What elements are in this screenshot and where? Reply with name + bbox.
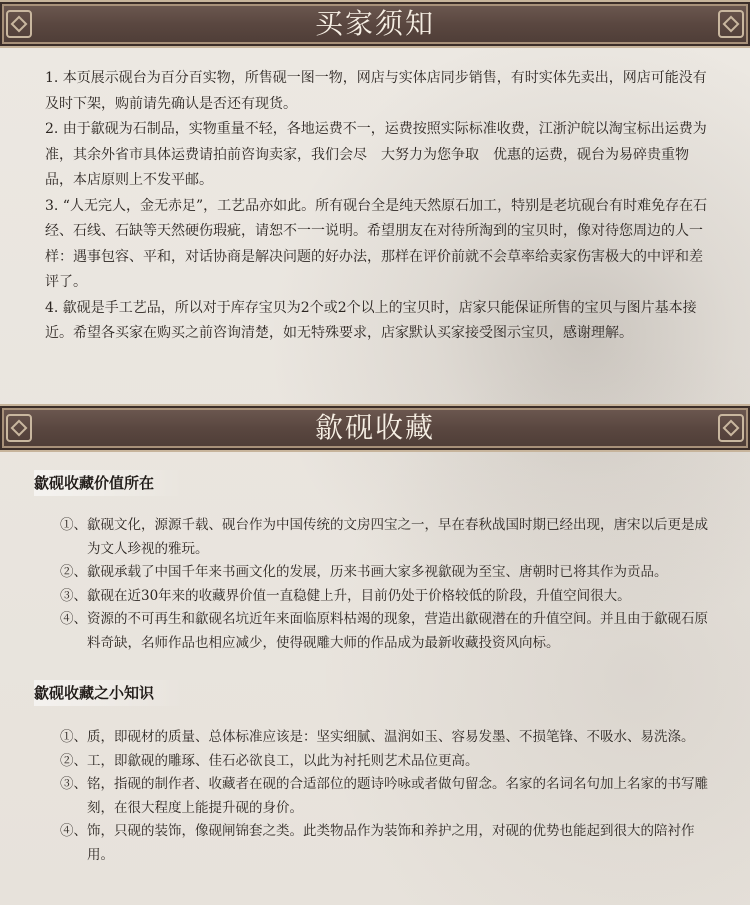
list-item: ②、歙砚承载了中国千年来书画文化的发展，历来书画大家多视歙砚为至宝、唐朝时已将其作为贡品。 — [60, 564, 668, 580]
list-item: ①、歙砚文化，源源千载、砚台作为中国传统的文房四宝之一，早在春秋战国时期已经出现，唐宋以后更是成为文人珍视的雅玩。 — [60, 517, 708, 557]
buyer-notice-banner — [0, 0, 750, 48]
collection-knowledge-heading: 歙砚收藏之小知识 — [34, 680, 184, 706]
collection-banner — [0, 404, 750, 452]
notice-paragraph-4: 4. 歙砚是手工艺品，所以对于库存宝贝为2个或2个以上的宝贝时，店家只能保证所售的宝贝与图片基本接近。希望各买家在购买之前咨询清楚，如无特殊要求，店家默认买家接受图示宝贝，感谢理解。 — [45, 299, 697, 341]
list-item: ①、质，即砚材的质量、总体标准应该是：坚实细腻、温润如玉、容易发墨、不损笔锋、不吸水、易洗涤。 — [60, 729, 695, 745]
list-item: ③、歙砚在近30年来的收藏界价值一直稳健上升，目前仍处于价格较低的阶段，升值空间很大。 — [60, 587, 631, 604]
collection-knowledge-list — [60, 726, 710, 867]
list-item: ③、铭，指砚的制作者、收藏者在砚的合适部位的题诗吟咏或者做句留念。名家的名词名句加上名家的书写雕刻，在很大程度上能提升砚的身价。 — [60, 776, 708, 816]
banner-ornament-icon — [718, 10, 744, 38]
list-item: ④、资源的不可再生和歙砚名坑近年来面临原料枯竭的现象，营造出歙砚潜在的升值空间。并且由于歙砚石原料奇缺，名师作品也相应减少，使得砚雕大师的作品成为最新收藏投资风向标。 — [60, 611, 708, 651]
notice-paragraph-2: 2. 由于歙砚为石制品，实物重量不轻，各地运费不一，运费按照实际标准收费，江浙沪皖以淘宝标出运费为准，其余外省市具体运费请拍前咨询卖家，我们会尽 大努力为您争取 优惠的运费，砚台为易碎贵重物品，本店原则上不发平邮。 — [45, 121, 707, 188]
notice-paragraph-1: 1. 本页展示砚台为百分百实物，所售砚一图一物，网店与实体店同步销售，有时实体先卖出，网店可能没有及时下架，购前请先确认是否还有现货。 — [45, 70, 707, 112]
collection-value-heading: 歙砚收藏价值所在 — [34, 470, 184, 496]
buyer-notice-text — [45, 66, 710, 347]
buyer-notice-title: 买家须知 — [314, 7, 435, 40]
banner-ornament-icon — [718, 414, 744, 442]
collection-title: 歙砚收藏 — [314, 411, 435, 444]
notice-paragraph-3: 3. “人无完人，金无赤足”，工艺品亦如此。所有砚台全是纯天然原石加工，特别是老坑砚台有时难免存在石经、石线、石缺等天然硬伤瑕疵，请恕不一一说明。希望朋友在对待所淘到的宝贝时，像对待您周边的人一样：遇事包容、平和，对话协商是解决问题的好办法，那样在评价前就不会草率给卖家伤害极大的中评和差评了。 — [45, 197, 708, 290]
collection-value-list — [60, 514, 710, 655]
list-item: ④、饰，只砚的装饰，像砚闸锦套之类。此类物品作为装饰和养护之用，对砚的优势也能起到很大的陪衬作用。 — [60, 823, 695, 863]
list-item: ②、工，即歙砚的雕琢、佳石必欲良工，以此为衬托则艺术品位更高。 — [60, 752, 479, 769]
